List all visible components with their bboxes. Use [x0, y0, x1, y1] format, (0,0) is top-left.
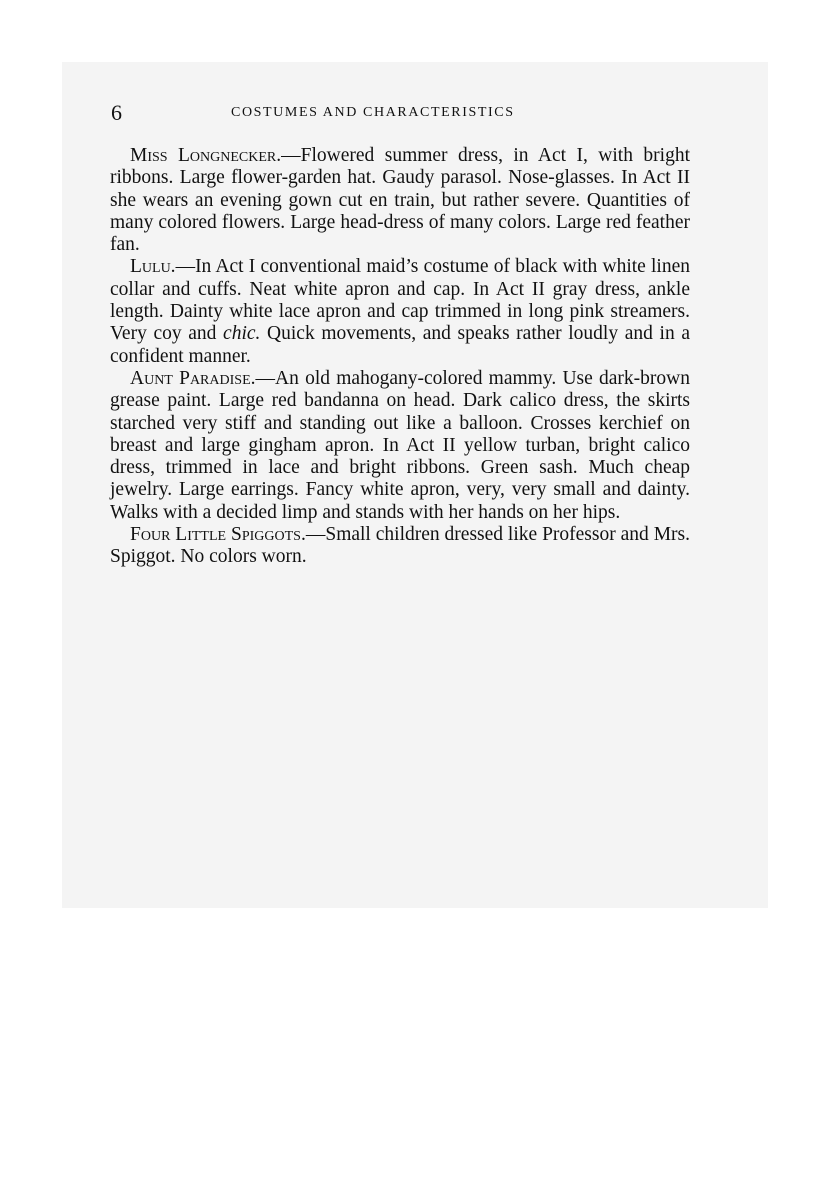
character-name: Aunt Paradise.	[130, 367, 256, 389]
running-head: COSTUMES AND CHARACTERISTICS	[231, 105, 515, 120]
character-description-continued: Quick movements, and speaks rather loudly and in a confident manner.	[110, 323, 690, 367]
character-description: —An old mahogany-colored mammy. Use dark-brown grease paint. Large red bandanna on head. Dark calico dress, the skirts starched very stiff and standing out like a balloon. Crosses kerchief on breast and large gingham apron. In Act II yellow turban, bright calico dress, trimmed in lace and bright ribbons. Green sash. Much cheap jewelry. Large earrings. Fancy white apron, very, very small and dainty. Walks with a decided limp and stands with her hands on her hips.	[110, 367, 690, 523]
character-description: —Flowered summer dress, in Act I, with bright ribbons. Large flower-garden hat. Gaudy parasol. Nose-glasses. In Act II she wears an evening gown cut en train, but rather severe. Quantities of many colored flowers. Large head-dress of many colors. Large red feather fan.	[110, 145, 690, 256]
page-header	[111, 100, 691, 128]
paragraph-miss-longnecker	[110, 145, 690, 256]
character-description: —In Act I conventional maid’s costume of black with white linen collar and cuffs. Neat white apron and cap. In Act II gray dress, ankle length. Dainty white lace apron and cap trimmed in long pink streamers. Very coy and	[110, 256, 690, 345]
paragraph-aunt-paradise	[110, 368, 690, 524]
paragraph-four-little-spiggots	[110, 524, 690, 569]
character-description: —Small children dressed like Professor and Mrs. Spiggot. No colors worn.	[110, 524, 690, 568]
page-number: 6	[111, 100, 122, 125]
body-text	[110, 145, 690, 569]
character-name: Miss Longnecker.	[130, 145, 282, 166]
character-name: Lulu.	[130, 256, 176, 278]
character-name: Four Little Spiggots.	[130, 524, 306, 546]
paragraph-lulu	[110, 256, 690, 367]
italic-word: chic.	[223, 323, 261, 345]
